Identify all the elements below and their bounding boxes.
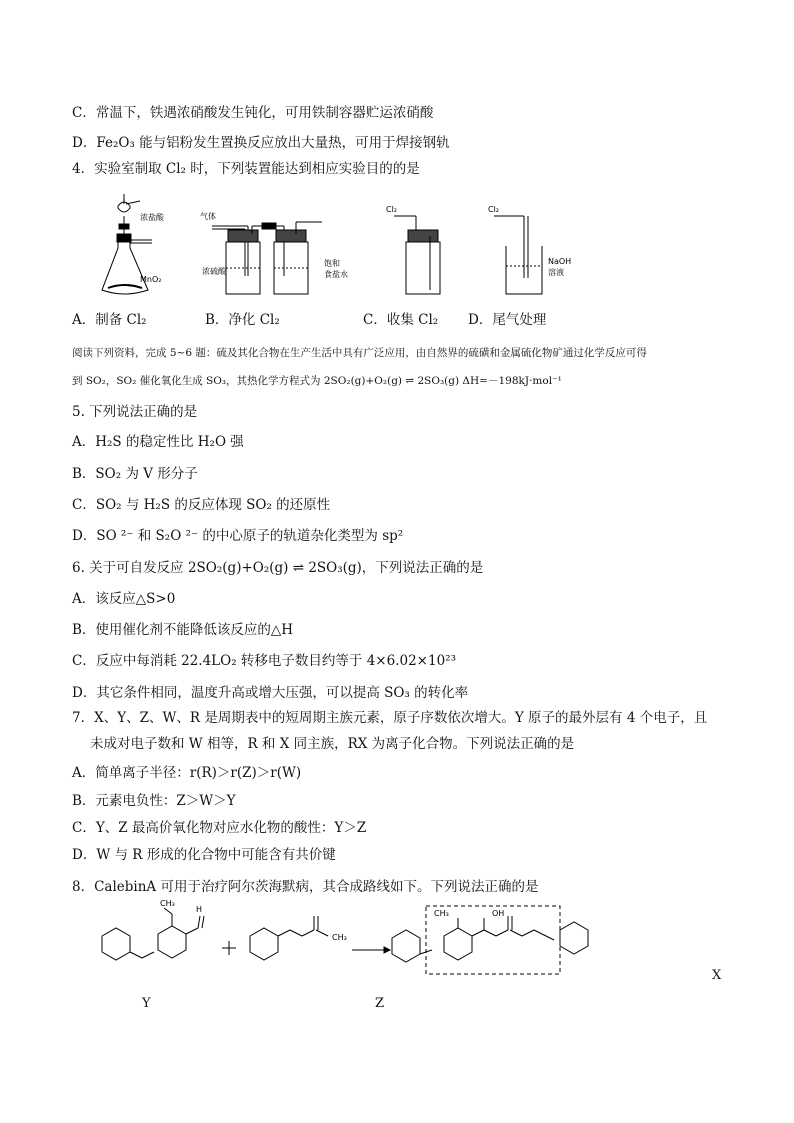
synthesis-scheme (88, 900, 748, 1020)
q6-option-a: A．该反应△S>0 (72, 591, 176, 607)
compound-label-y: Y (142, 996, 151, 1011)
question-5: 5. 下列说法正确的是 (72, 404, 198, 420)
q7-option-b: B．元素电负性：Z＞W＞Y (72, 793, 236, 809)
label-naoh-2: 溶液 (548, 268, 564, 277)
caption-c: C．收集 Cl₂ (363, 312, 439, 328)
label-sat-nacl-1: 饱和 (324, 259, 340, 268)
q7-option-c: C．Y、Z 最高价氧化物对应水化物的酸性：Y＞Z (72, 820, 367, 836)
question-8: 8．CalebinA 可用于治疗阿尔茨海默病，其合成路线如下。下列说法正确的是 (72, 879, 539, 895)
label-cl2-c: Cl₂ (386, 205, 398, 214)
label-ch3-x: CH₃ (434, 909, 449, 918)
q5-option-b: B．SO₂ 为 V 形分子 (72, 466, 198, 482)
label-naoh-1: NaOH (548, 257, 572, 266)
caption-d: D．尾气处理 (468, 312, 547, 328)
q5-option-c: C．SO₂ 与 H₂S 的反应体现 SO₂ 的还原性 (72, 497, 331, 513)
question-6: 6. 关于可自发反应 2SO₂(g)+O₂(g) ⇌ 2SO₃(g)，下列说法正确的是 (72, 560, 484, 576)
q5-option-a: A．H₂S 的稳定性比 H₂O 强 (72, 434, 244, 450)
reading-intro-1: 阅读下列资料，完成 5~6 题：硫及其化合物在生产生活中具有广泛应用，由自然界的硫磺和金属硫化物矿通过化学反应可得 (72, 347, 647, 359)
label-ch3-y: CH₃ (160, 900, 175, 908)
q5-option-d: D．SO ²⁻ 和 S₂O ²⁻ 的中心原子的轨道杂化类型为 sp² (72, 528, 404, 544)
label-gas: 气体 (200, 212, 216, 221)
q6-option-b: B．使用催化剂不能降低该反应的△H (72, 622, 294, 638)
label-cl2-d: Cl₂ (488, 205, 500, 214)
q7-option-d: D．W 与 R 形成的化合物中可能含有共价键 (72, 847, 336, 863)
caption-b: B．净化 Cl₂ (205, 312, 280, 328)
caption-a: A．制备 Cl₂ (72, 312, 147, 328)
label-ch3-z: CH₃ (332, 933, 347, 942)
question-7: 7．X、Y、Z、W、R 是周期表中的短周期主族元素，原子序数依次增大。Y 原子的最外层有 4 个电子，且 (72, 710, 708, 726)
question-7-cont: 未成对电子数和 W 相等，R 和 X 同主族，RX 为离子化合物。下列说法正确的是 (90, 736, 575, 752)
label-oh: OH (492, 909, 505, 918)
compound-label-x: X (712, 968, 722, 983)
label-sat-nacl-2: 食盐水 (324, 270, 348, 279)
compound-label-z: Z (375, 996, 385, 1011)
label-h: H (196, 905, 203, 914)
apparatus-figure (96, 186, 616, 306)
label-conc-h2so4: 浓硫酸 (202, 267, 226, 276)
q3-option-d: D．Fe₂O₃ 能与铝粉发生置换反应放出大量热，可用于焊接钢轨 (72, 135, 450, 151)
q6-option-d: D．其它条件相同，温度升高或增大压强，可以提高 SO₃ 的转化率 (72, 685, 469, 701)
q6-option-c: C．反应中每消耗 22.4LO₂ 转移电子数目约等于 4×6.02×10²³ (72, 653, 456, 669)
label-conc-hcl: 浓盐酸 (140, 213, 164, 222)
question-4: 4．实验室制取 Cl₂ 时，下列装置能达到相应实验目的的是 (72, 161, 420, 177)
q3-option-c: C．常温下，铁遇浓硝酸发生钝化，可用铁制容器贮运浓硝酸 (72, 105, 434, 121)
reading-intro-2: 到 SO₂，SO₂ 催化氧化生成 SO₃，其热化学方程式为 2SO₂(g)+O₂(g) ⇌ 2SO₃(g) ΔH=－198kJ·mol⁻¹ (72, 375, 562, 387)
q7-option-a: A．简单离子半径：r(R)＞r(Z)＞r(W) (72, 765, 302, 781)
label-mno2: MnO₂ (140, 275, 162, 284)
